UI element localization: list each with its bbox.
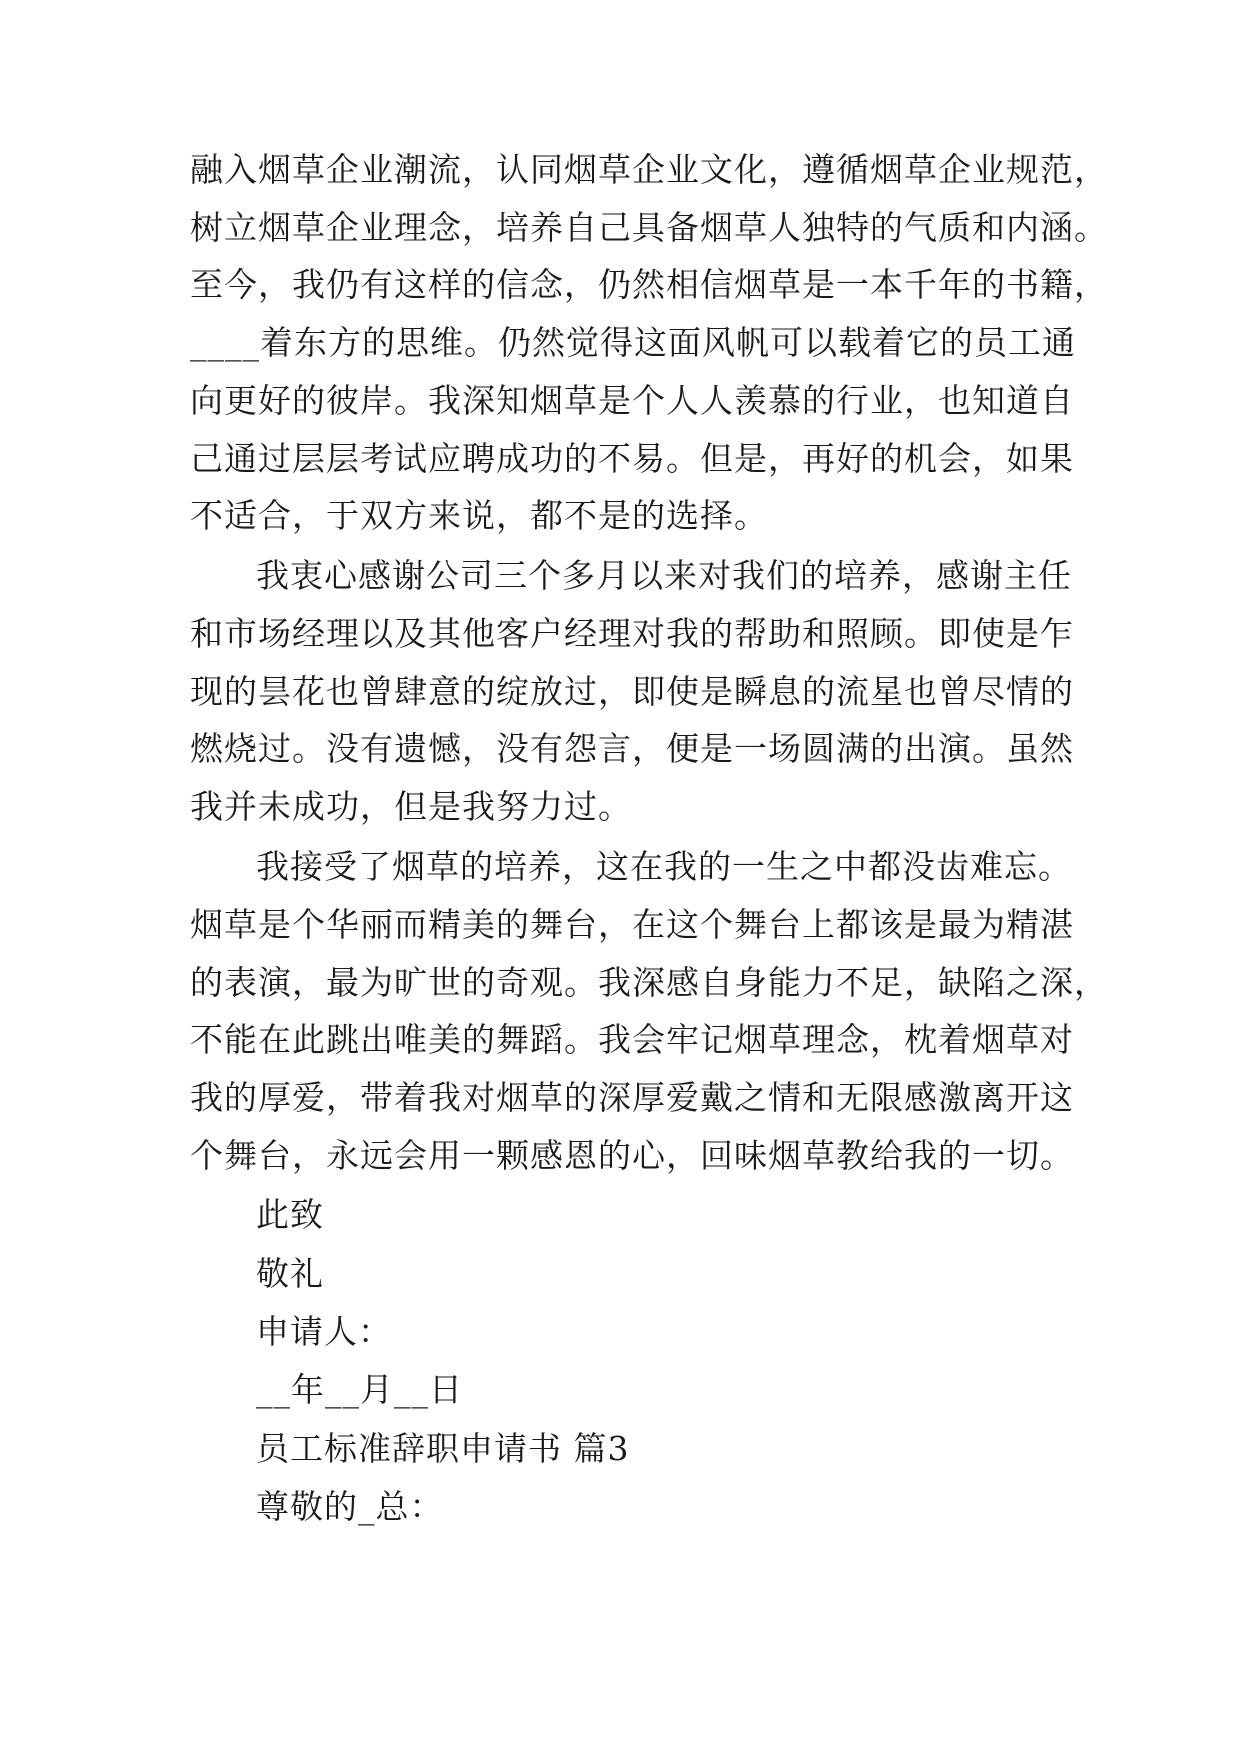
paragraph-2-line-3: 现的昙花也曾肆意的绽放过，即使是瞬息的流星也曾尽情的 [190, 672, 1074, 711]
body-line-2: 树立烟草企业理念，培养自己具备烟草人独特的气质和内涵。 [190, 208, 1108, 247]
body-line-7: 不适合，于双方来说，都不是的选择。 [190, 496, 768, 535]
paragraph-3-line-6: 个舞台，永远会用一颗感恩的心，回味烟草教给我的一切。 [190, 1136, 1074, 1175]
paragraph-2-line-4: 燃烧过。没有遗憾，没有怨言，便是一场圆满的出演。虽然 [190, 729, 1074, 768]
body-line-4: ____着东方的思维。仍然觉得这面风帆可以载着它的员工通 [190, 323, 1076, 362]
paragraph-3-line-5: 我的厚爱，带着我对烟草的深厚爱戴之情和无限感激离开这 [190, 1078, 1074, 1117]
paragraph-3-line-3: 的表演，最为旷世的奇观。我深感自身能力不足，缺陷之深， [190, 963, 1108, 1002]
applicant-label: 申请人： [256, 1312, 392, 1351]
body-line-1: 融入烟草企业潮流，认同烟草企业文化，遵循烟草企业规范， [190, 150, 1108, 189]
section-heading: 员工标准辞职申请书 篇3 [256, 1429, 630, 1468]
body-line-3: 至今，我仍有这样的信念，仍然相信烟草是一本千年的书籍， [190, 265, 1108, 304]
paragraph-3-line-1: 我接受了烟草的培养，这在我的一生之中都没齿难忘。 [256, 847, 1072, 886]
paragraph-2-line-1: 我衷心感谢公司三个多月以来对我们的培养，感谢主任 [256, 556, 1072, 595]
greeting-line: 尊敬的_总： [256, 1487, 444, 1526]
body-line-6: 己通过层层考试应聘成功的不易。但是，再好的机会，如果 [190, 439, 1074, 478]
paragraph-2-line-2: 和市场经理以及其他客户经理对我的帮助和照顾。即使是乍 [190, 614, 1074, 653]
body-line-5: 向更好的彼岸。我深知烟草是个人人羡慕的行业，也知道自 [190, 381, 1074, 420]
paragraph-2-line-5: 我并未成功，但是我努力过。 [190, 787, 632, 826]
paragraph-3-line-2: 烟草是个华丽而精美的舞台，在这个舞台上都该是最为精湛 [190, 905, 1074, 944]
closing-salutation: 此致 [256, 1195, 324, 1234]
paragraph-3-line-4: 不能在此跳出唯美的舞蹈。我会牢记烟草理念，枕着烟草对 [190, 1020, 1074, 1059]
date-line: __年__月__日 [256, 1370, 463, 1409]
closing-regards: 敬礼 [256, 1254, 324, 1293]
